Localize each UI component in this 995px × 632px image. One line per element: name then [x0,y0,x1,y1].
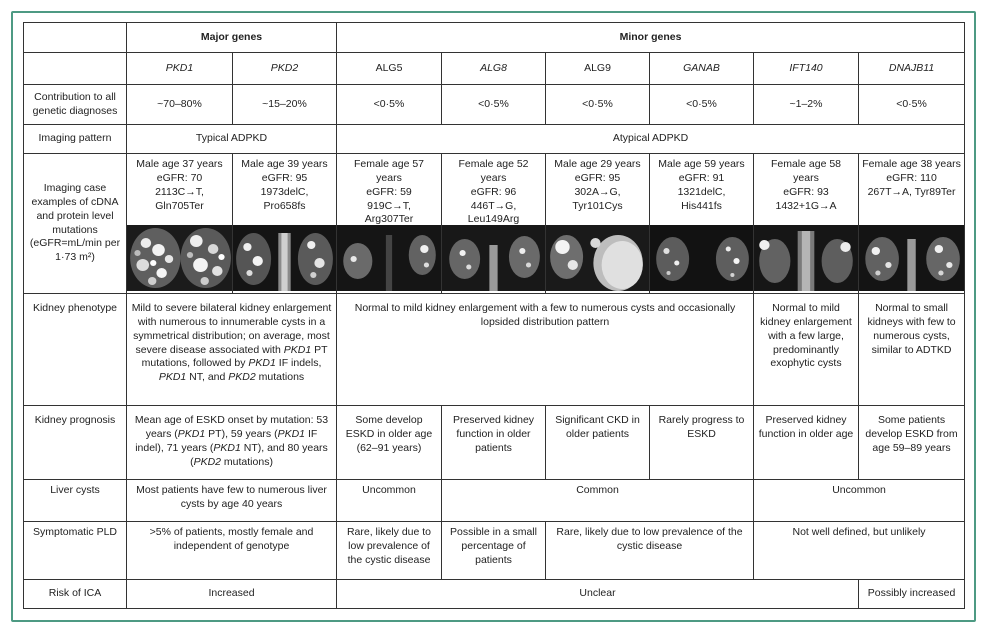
kidney-phenotype-major [127,294,337,406]
liver-cysts-right: Uncommon [754,480,965,522]
case-egfr: eGFR: 93 [783,185,829,198]
imaging-case-alg8 [442,154,546,294]
case-demographics: Female age 57 years [353,158,425,184]
case-protein: Leu149Arg [467,213,520,226]
gene-name-row [24,53,965,85]
contribution-pkd1: ~70–80% [127,85,233,125]
case-demographics: Female age 58 years [770,158,842,184]
contribution-dnajb11: <0·5% [859,85,965,125]
contribution-row [24,85,965,125]
contribution-label: Contribution to all genetic diagnoses [24,85,127,125]
mri-kidney-image [546,225,649,291]
gene-alg8: ALG8 [442,53,546,85]
kidney-phenotype-row [24,294,965,406]
case-egfr: eGFR: 96 [470,185,517,198]
gene-ift140: IFT140 [754,53,859,85]
kidney-prognosis-ift140: Preserved kidney function in older age [754,406,859,480]
risk-ica-unclear: Unclear [337,580,859,609]
liver-cysts-row [24,480,965,522]
symptomatic-pld-row [24,522,965,580]
case-protein: Pro658fs [263,199,306,212]
case-cdna: 1432+1G→A [775,199,837,212]
gene-italic: PKD1 [283,343,312,356]
case-protein: Gln705Ter [155,199,204,212]
genetics-table [23,22,965,609]
major-genes-header: Major genes [127,23,337,53]
mri-kidney-image [859,225,964,291]
imaging-case-ift140 [754,154,859,294]
case-cdna: 302A→G, [574,185,621,198]
liver-cysts-major: Most patients have few to numerous liver cysts by age 40 years [127,480,337,522]
contribution-ift140: ~1–2% [754,85,859,125]
text-segment: PT), 59 years ( [205,427,278,440]
text-segment: PT mutations, followed by [141,343,328,370]
case-egfr: eGFR: 95 [574,171,621,184]
corner-cell [24,23,127,53]
case-cdna: 267T→A, Tyr89Ter [867,185,956,198]
gene-alg9: ALG9 [546,53,650,85]
contribution-alg9: <0·5% [546,85,650,125]
gene-italic: PKD1 [158,371,187,384]
gene-italic: PKD1 [277,427,306,440]
imaging-case-alg5 [337,154,442,294]
mri-kidney-image [650,225,753,291]
kidney-prognosis-ganab: Rarely progress to ESKD [650,406,754,480]
text-segment: Mild to severe bilateral kidney enlargement with numerous to innumerable cysts in a symmetrical distribution; on average, most severe disease associated with [131,302,332,356]
symptomatic-pld-right: Not well defined, but unlikely [754,522,965,580]
text-segment: mutations [255,371,305,384]
liver-cysts-label: Liver cysts [24,480,127,522]
imaging-cases-row [24,154,965,294]
liver-cysts-common: Common [442,480,754,522]
imaging-case-ganab [650,154,754,294]
mri-kidney-image [127,225,232,291]
case-egfr: eGFR: 59 [366,185,412,198]
case-protein: Arg307Ter [364,213,414,226]
imaging-case-dnajb11 [859,154,965,294]
symptomatic-pld-major: >5% of patients, mostly female and independent of genotype [127,522,337,580]
contribution-ganab: <0·5% [650,85,754,125]
gene-row-label [24,53,127,85]
case-demographics: Male age 37 years [136,158,223,170]
text-segment: NT, and [186,371,229,384]
gene-italic: PKD1 [248,357,276,370]
kidney-phenotype-dnajb11: Normal to small kidneys with few to numerous cysts, similar to ADTKD [859,294,965,406]
mri-kidney-image [337,225,441,291]
kidney-phenotype-minor: Normal to mild kidney enlargement with a few to numerous cysts and occasionally lopsided distribution pattern [337,294,754,406]
gene-italic: PKD1 [177,427,206,440]
text-segment: mutations) [221,455,273,468]
case-egfr: eGFR: 70 [156,171,203,184]
kidney-phenotype-ift140: Normal to mild kidney enlargement with a few large, predominantly exophytic cysts [754,294,859,406]
minor-genes-header: Minor genes [337,23,965,53]
gene-pkd2: PKD2 [233,53,337,85]
risk-ica-dnajb11: Possibly increased [859,580,965,609]
kidney-prognosis-row [24,406,965,480]
symptomatic-pld-alg8: Possible in a small percentage of patients [442,522,546,580]
case-cdna: 919C→T, [367,199,411,212]
gene-italic: PKD2 [193,455,221,468]
contribution-pkd2: ~15–20% [233,85,337,125]
case-protein: Tyr101Cys [572,199,623,212]
case-demographics: Male age 29 years [554,158,641,170]
mri-kidney-image [754,225,858,291]
group-header-row [24,23,965,53]
imaging-case-pkd2 [233,154,337,294]
case-demographics: Male age 39 years [241,158,328,170]
text-segment: IF indel), 71 years ( [135,427,318,454]
kidney-prognosis-label: Kidney prognosis [24,406,127,480]
text-segment: Mean age of ESKD onset by mutation: 53 years ( [134,414,329,440]
case-demographics: Female age 52 years [458,158,529,184]
case-cdna: 2113C→T, [155,185,204,198]
risk-ica-label: Risk of ICA [24,580,127,609]
kidney-prognosis-major [127,406,337,480]
kidney-phenotype-label: Kidney phenotype [24,294,127,406]
imaging-pattern-label: Imaging pattern [24,125,127,154]
imaging-cases-label: Imaging case examples of cDNA and protein level mutations (eGFR=mL/min per 1·73 m²) [24,154,127,294]
mri-kidney-image [233,225,336,291]
kidney-prognosis-dnajb11: Some patients develop ESKD from age 59–89 years [859,406,965,480]
kidney-prognosis-alg5: Some develop ESKD in older age (62–91 years) [337,406,442,480]
imaging-case-alg9 [546,154,650,294]
liver-cysts-alg5: Uncommon [337,480,442,522]
gene-alg5: ALG5 [337,53,442,85]
imaging-pattern-typical: Typical ADPKD [127,125,337,154]
case-egfr: eGFR: 91 [678,171,725,184]
gene-ganab: GANAB [650,53,754,85]
symptomatic-pld-label: Symptomatic PLD [24,522,127,580]
case-egfr: eGFR: 95 [261,171,308,184]
gene-dnajb11: DNAJB11 [859,53,965,85]
gene-italic: PKD1 [213,441,241,454]
case-protein: His441fs [681,199,722,212]
case-demographics: Female age 38 years [862,158,961,170]
imaging-pattern-atypical: Atypical ADPKD [337,125,965,154]
gene-pkd1: PKD1 [127,53,233,85]
mri-kidney-image [442,225,545,291]
case-cdna: 1973delC, [260,185,309,198]
contribution-alg8: <0·5% [442,85,546,125]
text-segment: NT), and 80 years ( [190,441,328,468]
imaging-case-pkd1 [127,154,233,294]
symptomatic-pld-alg5: Rare, likely due to low prevalence of the cystic disease [337,522,442,580]
kidney-prognosis-alg8: Preserved kidney function in older patients [442,406,546,480]
risk-ica-major: Increased [127,580,337,609]
case-cdna: 446T→G, [470,199,517,212]
contribution-alg5: <0·5% [337,85,442,125]
imaging-pattern-row [24,125,965,154]
case-demographics: Male age 59 years [658,158,745,170]
symptomatic-pld-alg9-ganab: Rare, likely due to low prevalence of the cystic disease [546,522,754,580]
gene-italic: PKD2 [228,371,256,384]
text-segment: IF indels, [275,357,322,370]
case-egfr: eGFR: 110 [886,171,937,184]
kidney-prognosis-alg9: Significant CKD in older patients [546,406,650,480]
risk-ica-row [24,580,965,609]
case-cdna: 1321delC, [677,185,726,198]
